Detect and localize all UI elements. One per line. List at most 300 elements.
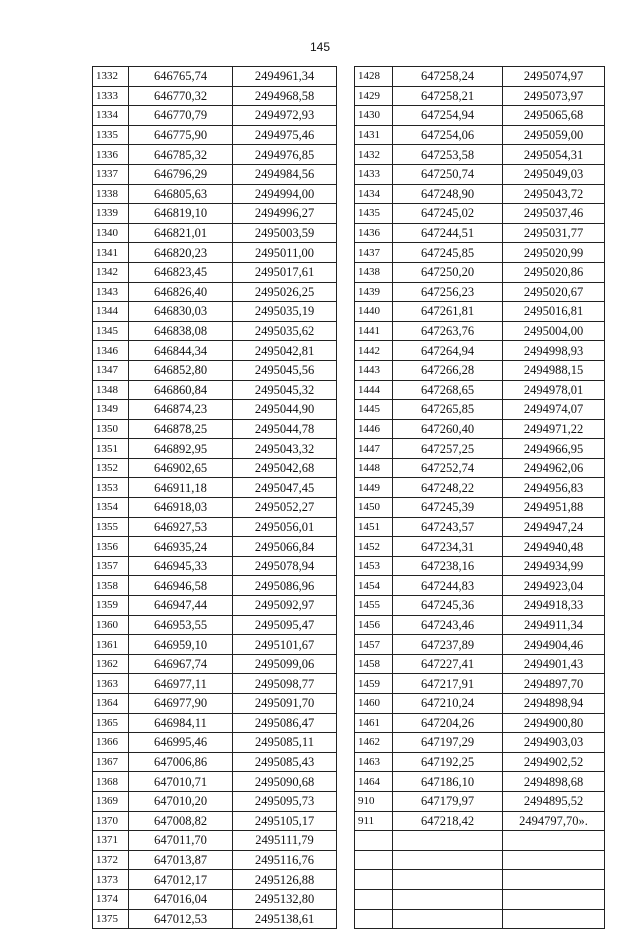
y-coordinate-cell: 2495074,97 [503,67,605,87]
x-coordinate-cell: 647258,24 [393,67,503,87]
x-coordinate-cell: 647266,28 [393,360,503,380]
point-number-cell: 1437 [355,243,393,263]
y-coordinate-cell: 2495026,25 [233,282,337,302]
y-coordinate-cell: 2495037,46 [503,204,605,224]
x-coordinate-cell: 646860,84 [129,380,233,400]
y-coordinate-cell: 2495092,97 [233,596,337,616]
table-row [355,380,605,400]
x-coordinate-cell: 646775,90 [129,125,233,145]
table-row [93,498,337,518]
table-row [355,556,605,576]
y-coordinate-cell: 2495099,06 [233,654,337,674]
y-coordinate-cell: 2494996,27 [233,204,337,224]
table-row [355,125,605,145]
y-coordinate-cell: 2495035,19 [233,302,337,322]
point-number-cell: 1452 [355,537,393,557]
table-row [355,537,605,557]
point-number-cell: 1461 [355,713,393,733]
y-coordinate-cell: 2494972,93 [233,106,337,126]
table-row [93,223,337,243]
x-coordinate-cell: 647254,06 [393,125,503,145]
x-coordinate-cell [393,909,503,929]
x-coordinate-cell: 646823,45 [129,262,233,282]
point-number-cell: 1448 [355,458,393,478]
table-row [93,145,337,165]
x-coordinate-cell: 646953,55 [129,615,233,635]
x-coordinate-cell: 647245,85 [393,243,503,263]
x-coordinate-cell: 647261,81 [393,302,503,322]
y-coordinate-cell: 2495020,99 [503,243,605,263]
table-row [355,262,605,282]
table-row [355,321,605,341]
table-row [93,419,337,439]
table-row [93,811,337,831]
x-coordinate-cell: 647244,51 [393,223,503,243]
x-coordinate-cell: 646874,23 [129,400,233,420]
x-coordinate-cell: 646770,79 [129,106,233,126]
table-row [93,360,337,380]
x-coordinate-cell: 647244,83 [393,576,503,596]
x-coordinate-cell: 646852,80 [129,360,233,380]
x-coordinate-cell: 647250,20 [393,262,503,282]
point-number-cell: 1338 [93,184,129,204]
point-number-cell: 1455 [355,596,393,616]
coordinates-table-left [92,66,337,929]
y-coordinate-cell: 2494988,15 [503,360,605,380]
y-coordinate-cell: 2495095,47 [233,615,337,635]
y-coordinate-cell: 2494971,22 [503,419,605,439]
table-row [93,380,337,400]
point-number-cell: 1347 [93,360,129,380]
point-number-cell: 1359 [93,596,129,616]
x-coordinate-cell: 647013,87 [129,850,233,870]
point-number-cell: 1434 [355,184,393,204]
y-coordinate-cell: 2494934,99 [503,556,605,576]
table-row [355,694,605,714]
y-coordinate-cell: 2494923,04 [503,576,605,596]
x-coordinate-cell: 646892,95 [129,439,233,459]
y-coordinate-cell [503,850,605,870]
point-number-cell: 1460 [355,694,393,714]
x-coordinate-cell: 646830,03 [129,302,233,322]
table-row [93,439,337,459]
x-coordinate-cell: 647234,31 [393,537,503,557]
y-coordinate-cell: 2495132,80 [233,889,337,909]
y-coordinate-cell: 2494978,01 [503,380,605,400]
table-row [93,341,337,361]
y-coordinate-cell [503,909,605,929]
y-coordinate-cell: 2494974,07 [503,400,605,420]
x-coordinate-cell: 646838,08 [129,321,233,341]
table-row [355,596,605,616]
point-number-cell: 1447 [355,439,393,459]
table-row [93,870,337,890]
table-row [355,831,605,851]
left-table-body [93,67,337,929]
x-coordinate-cell: 647016,04 [129,889,233,909]
table-row [93,517,337,537]
table-row [355,439,605,459]
table-row [93,752,337,772]
y-coordinate-cell: 2495065,68 [503,106,605,126]
y-coordinate-cell: 2494898,68 [503,772,605,792]
table-row [355,341,605,361]
x-coordinate-cell: 646878,25 [129,419,233,439]
x-coordinate-cell: 647006,86 [129,752,233,772]
point-number-cell: 910 [355,791,393,811]
x-coordinate-cell: 647192,25 [393,752,503,772]
point-number-cell: 1333 [93,86,129,106]
x-coordinate-cell: 646977,11 [129,674,233,694]
x-coordinate-cell: 646984,11 [129,713,233,733]
table-row [355,498,605,518]
table-row [355,635,605,655]
point-number-cell: 1335 [93,125,129,145]
x-coordinate-cell: 646821,01 [129,223,233,243]
y-coordinate-cell: 2495031,77 [503,223,605,243]
point-number-cell: 1459 [355,674,393,694]
x-coordinate-cell: 646820,23 [129,243,233,263]
y-coordinate-cell: 2495044,78 [233,419,337,439]
y-coordinate-cell: 2494968,58 [233,86,337,106]
x-coordinate-cell: 647008,82 [129,811,233,831]
point-number-cell: 1357 [93,556,129,576]
table-row [355,400,605,420]
point-number-cell: 1354 [93,498,129,518]
table-row [93,204,337,224]
table-row [93,400,337,420]
y-coordinate-cell: 2495078,94 [233,556,337,576]
table-row [355,243,605,263]
y-coordinate-cell: 2495045,32 [233,380,337,400]
x-coordinate-cell: 647248,22 [393,478,503,498]
x-coordinate-cell: 647263,76 [393,321,503,341]
x-coordinate-cell: 647217,91 [393,674,503,694]
x-coordinate-cell: 647012,53 [129,909,233,929]
x-coordinate-cell: 647264,94 [393,341,503,361]
table-row [355,772,605,792]
x-coordinate-cell: 647245,36 [393,596,503,616]
point-number-cell: 1369 [93,791,129,811]
table-row [355,889,605,909]
x-coordinate-cell: 646977,90 [129,694,233,714]
x-coordinate-cell: 647011,70 [129,831,233,851]
point-number-cell: 1373 [93,870,129,890]
x-coordinate-cell [393,870,503,890]
table-row [355,870,605,890]
point-number-cell: 1345 [93,321,129,341]
point-number-cell: 1371 [93,831,129,851]
x-coordinate-cell: 646805,63 [129,184,233,204]
y-coordinate-cell: 2495086,47 [233,713,337,733]
point-number-cell: 1346 [93,341,129,361]
y-coordinate-cell: 2495017,61 [233,262,337,282]
point-number-cell: 1440 [355,302,393,322]
table-row [93,831,337,851]
point-number-cell: 1352 [93,458,129,478]
y-coordinate-cell: 2495020,86 [503,262,605,282]
y-coordinate-cell: 2495105,17 [233,811,337,831]
y-coordinate-cell: 2494911,34 [503,615,605,635]
x-coordinate-cell: 646935,24 [129,537,233,557]
point-number-cell: 1435 [355,204,393,224]
table-row [93,615,337,635]
table-row [93,125,337,145]
x-coordinate-cell: 647197,29 [393,733,503,753]
y-coordinate-cell: 2495004,00 [503,321,605,341]
table-row [93,243,337,263]
table-row [93,164,337,184]
y-coordinate-cell: 2494797,70». [503,811,605,831]
x-coordinate-cell: 646927,53 [129,517,233,537]
table-row [355,86,605,106]
y-coordinate-cell: 2494951,88 [503,498,605,518]
x-coordinate-cell: 647243,46 [393,615,503,635]
x-coordinate-cell: 647268,65 [393,380,503,400]
point-number-cell: 1449 [355,478,393,498]
y-coordinate-cell: 2495044,90 [233,400,337,420]
point-number-cell: 1351 [93,439,129,459]
point-number-cell: 1374 [93,889,129,909]
y-coordinate-cell: 2495035,62 [233,321,337,341]
point-number-cell: 1364 [93,694,129,714]
point-number-cell: 1436 [355,223,393,243]
x-coordinate-cell: 646947,44 [129,596,233,616]
x-coordinate-cell: 647250,74 [393,164,503,184]
x-coordinate-cell: 647204,26 [393,713,503,733]
x-coordinate-cell: 647010,71 [129,772,233,792]
coordinates-table-right [354,66,605,929]
point-number-cell: 1453 [355,556,393,576]
y-coordinate-cell: 2495020,67 [503,282,605,302]
point-number-cell: 1340 [93,223,129,243]
x-coordinate-cell: 646819,10 [129,204,233,224]
table-row [355,419,605,439]
point-number-cell: 1462 [355,733,393,753]
point-number-cell: 1343 [93,282,129,302]
point-number-cell: 1350 [93,419,129,439]
y-coordinate-cell: 2494975,46 [233,125,337,145]
table-row [93,674,337,694]
y-coordinate-cell: 2494903,03 [503,733,605,753]
table-row [93,576,337,596]
point-number-cell [355,889,393,909]
y-coordinate-cell: 2495059,00 [503,125,605,145]
point-number-cell: 1431 [355,125,393,145]
table-row [93,302,337,322]
y-coordinate-cell: 2494897,70 [503,674,605,694]
table-row [355,674,605,694]
y-coordinate-cell: 2495047,45 [233,478,337,498]
point-number-cell: 1361 [93,635,129,655]
y-coordinate-cell: 2494898,94 [503,694,605,714]
y-coordinate-cell: 2495043,72 [503,184,605,204]
x-coordinate-cell: 647253,58 [393,145,503,165]
table-row [93,694,337,714]
y-coordinate-cell: 2495138,61 [233,909,337,929]
table-row [355,204,605,224]
y-coordinate-cell: 2495011,00 [233,243,337,263]
table-row [355,850,605,870]
table-row [355,752,605,772]
y-coordinate-cell: 2494918,33 [503,596,605,616]
x-coordinate-cell: 647245,02 [393,204,503,224]
point-number-cell: 1367 [93,752,129,772]
y-coordinate-cell: 2494961,34 [233,67,337,87]
y-coordinate-cell: 2495066,84 [233,537,337,557]
table-row [355,164,605,184]
point-number-cell [355,909,393,929]
y-coordinate-cell: 2494900,80 [503,713,605,733]
x-coordinate-cell: 647186,10 [393,772,503,792]
table-row [93,654,337,674]
table-row [355,811,605,831]
point-number-cell: 1439 [355,282,393,302]
y-coordinate-cell: 2495086,96 [233,576,337,596]
table-row [93,458,337,478]
x-coordinate-cell: 646826,40 [129,282,233,302]
x-coordinate-cell: 647012,17 [129,870,233,890]
point-number-cell: 1456 [355,615,393,635]
x-coordinate-cell: 647248,90 [393,184,503,204]
y-coordinate-cell: 2495054,31 [503,145,605,165]
point-number-cell: 1442 [355,341,393,361]
x-coordinate-cell: 647257,25 [393,439,503,459]
point-number-cell: 1444 [355,380,393,400]
y-coordinate-cell: 2495116,76 [233,850,337,870]
table-row [93,537,337,557]
x-coordinate-cell: 646765,74 [129,67,233,87]
point-number-cell: 1446 [355,419,393,439]
table-row [355,654,605,674]
point-number-cell: 1365 [93,713,129,733]
y-coordinate-cell: 2495045,56 [233,360,337,380]
point-number-cell: 1336 [93,145,129,165]
x-coordinate-cell: 646967,74 [129,654,233,674]
point-number-cell: 1451 [355,517,393,537]
point-number-cell: 1450 [355,498,393,518]
y-coordinate-cell: 2495126,88 [233,870,337,890]
point-number-cell: 1368 [93,772,129,792]
x-coordinate-cell: 646770,32 [129,86,233,106]
table-row [93,106,337,126]
point-number-cell: 1458 [355,654,393,674]
y-coordinate-cell: 2495090,68 [233,772,337,792]
x-coordinate-cell: 646995,46 [129,733,233,753]
y-coordinate-cell: 2494956,83 [503,478,605,498]
point-number-cell: 1342 [93,262,129,282]
y-coordinate-cell: 2494962,06 [503,458,605,478]
y-coordinate-cell: 2495049,03 [503,164,605,184]
table-row [93,478,337,498]
table-row [355,302,605,322]
x-coordinate-cell: 647258,21 [393,86,503,106]
y-coordinate-cell [503,831,605,851]
point-number-cell: 1334 [93,106,129,126]
point-number-cell: 1349 [93,400,129,420]
table-row [355,576,605,596]
table-row [93,635,337,655]
y-coordinate-cell: 2494904,46 [503,635,605,655]
x-coordinate-cell: 647252,74 [393,458,503,478]
point-number-cell: 1332 [93,67,129,87]
x-coordinate-cell: 647179,97 [393,791,503,811]
x-coordinate-cell: 647210,24 [393,694,503,714]
table-row [93,850,337,870]
point-number-cell: 1341 [93,243,129,263]
table-row [93,909,337,929]
y-coordinate-cell [503,889,605,909]
y-coordinate-cell [503,870,605,890]
table-row [93,889,337,909]
table-row [355,615,605,635]
point-number-cell: 1433 [355,164,393,184]
x-coordinate-cell [393,889,503,909]
point-number-cell: 1360 [93,615,129,635]
x-coordinate-cell: 647260,40 [393,419,503,439]
table-row [355,67,605,87]
page-number: 145 [309,40,331,54]
x-coordinate-cell: 646911,18 [129,478,233,498]
point-number-cell: 911 [355,811,393,831]
table-row [93,282,337,302]
table-row [355,106,605,126]
y-coordinate-cell: 2494984,56 [233,164,337,184]
table-row [355,733,605,753]
x-coordinate-cell: 646902,65 [129,458,233,478]
table-row [93,86,337,106]
point-number-cell: 1355 [93,517,129,537]
table-row [93,596,337,616]
table-row [93,713,337,733]
point-number-cell: 1356 [93,537,129,557]
table-row [355,517,605,537]
point-number-cell: 1430 [355,106,393,126]
x-coordinate-cell: 647245,39 [393,498,503,518]
point-number-cell: 1443 [355,360,393,380]
point-number-cell: 1363 [93,674,129,694]
table-row [93,791,337,811]
y-coordinate-cell: 2494998,93 [503,341,605,361]
y-coordinate-cell: 2494940,48 [503,537,605,557]
table-row [93,184,337,204]
table-row [93,772,337,792]
table-row [355,458,605,478]
point-number-cell: 1445 [355,400,393,420]
y-coordinate-cell: 2495073,97 [503,86,605,106]
x-coordinate-cell [393,850,503,870]
table-row [355,184,605,204]
point-number-cell: 1375 [93,909,129,929]
x-coordinate-cell: 646945,33 [129,556,233,576]
y-coordinate-cell: 2495085,11 [233,733,337,753]
point-number-cell: 1432 [355,145,393,165]
point-number-cell: 1348 [93,380,129,400]
table-row [93,321,337,341]
point-number-cell: 1339 [93,204,129,224]
y-coordinate-cell: 2495098,77 [233,674,337,694]
point-number-cell: 1344 [93,302,129,322]
point-number-cell: 1358 [93,576,129,596]
y-coordinate-cell: 2495095,73 [233,791,337,811]
table-row [355,713,605,733]
y-coordinate-cell: 2495091,70 [233,694,337,714]
point-number-cell: 1438 [355,262,393,282]
point-number-cell: 1362 [93,654,129,674]
point-number-cell [355,870,393,890]
point-number-cell: 1454 [355,576,393,596]
table-row [355,791,605,811]
